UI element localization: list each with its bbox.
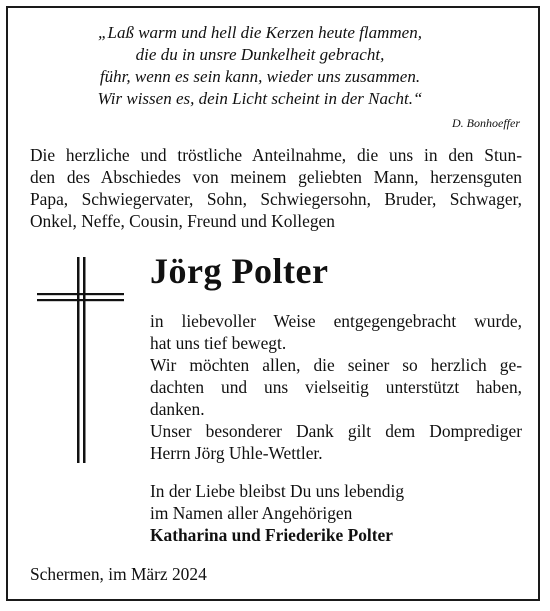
closing-line: im Namen aller Angehörigen — [150, 503, 353, 523]
closing-line: In der Liebe bleibst Du uns lebendig — [150, 481, 405, 501]
poem-line: Wir wissen es, dein Licht scheint in der Nacht.“ — [97, 89, 423, 108]
place-date: Schermen, im März 2024 — [30, 564, 207, 584]
poem-author: D. Bonhoeffer — [452, 116, 520, 130]
intro-line: Onkel, Neffe, Cousin, Freund und Kollegen — [30, 211, 335, 231]
poem-line: die du in unsre Dunkelheit gebracht, — [135, 45, 385, 64]
signatories: Katharina und Friederike Polter — [150, 525, 393, 545]
poem-line: führ, wenn es sein kann, wieder uns zusammen. — [99, 67, 421, 86]
thanks-line: Herrn Jörg Uhle-Wettler. — [150, 443, 323, 463]
thanks-line: dachten und uns vielseitig unterstützt haben, — [150, 377, 522, 397]
thanks-line: hat uns tief bewegt. — [150, 333, 287, 353]
poem-line: „Laß warm und hell die Kerzen heute flammen, — [98, 23, 422, 42]
intro-line: den des Abschiedes von meinem geliebten Mann, herzensguten — [30, 167, 522, 187]
thanks-paragraph — [150, 310, 522, 464]
thanks-line: danken. — [150, 399, 205, 419]
intro-line: Die herzliche und tröstliche Anteilnahme, die uns in den Stun- — [30, 145, 522, 165]
closing-block — [150, 480, 522, 546]
thanks-line: Unser besonderer Dank gilt dem Domprediger — [150, 421, 522, 441]
thanks-line: Wir möchten allen, die seiner so herzlich ge- — [150, 355, 522, 375]
intro-line: Papa, Schwiegervater, Sohn, Schwiegersohn, Bruder, Schwager, — [30, 189, 522, 209]
deceased-name: Jörg Polter — [150, 251, 329, 291]
thanks-line: in liebevoller Weise entgegengebracht wurde, — [150, 311, 522, 331]
